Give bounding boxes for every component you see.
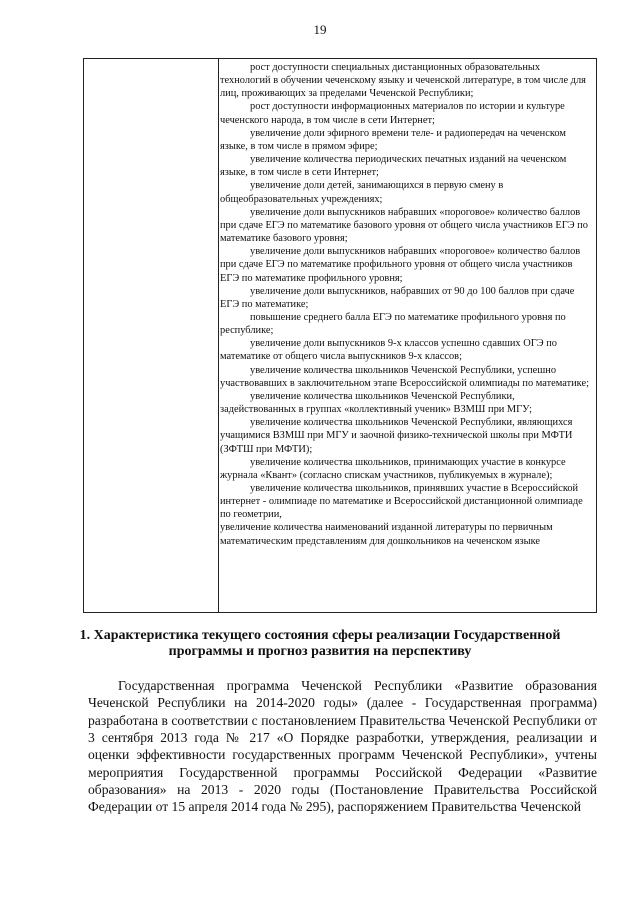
indicators-table bbox=[83, 58, 597, 613]
section-heading: 1. Характеристика текущего состояния сферы реализации Государственной программы и прогноз развития на перспективу bbox=[79, 628, 561, 659]
table-item: увеличение количества школьников Чеченской Республики, успешно участвовавших в заключительном этапе Всероссийской олимпиады по математике; bbox=[220, 364, 589, 389]
table-item: рост доступности специальных дистанционных образовательных технологий в обучении чеченскому языку и чеченской литературе, в том числе для лиц, проживающих за пределами Чеченской Республики; bbox=[220, 62, 586, 100]
table-item: увеличение доли выпускников 9-х классов успешно сдавших ОГЭ по математике от общего числа выпускников 9-х классов; bbox=[220, 338, 557, 363]
table-item: повышение среднего балла ЕГЭ по математике профильного уровня по республике; bbox=[220, 311, 566, 337]
table-content-cell bbox=[220, 61, 593, 548]
table-item: увеличение доли выпускников набравших «пороговое» количество баллов при сдаче ЕГЭ по математике базового уровня от общего числа участников ЕГЭ по математике базового уровня; bbox=[220, 206, 588, 245]
table-item: увеличение количества наименований изданной литературы по первичным математическим представлениям для дошкольников на чеченском языке bbox=[220, 522, 553, 547]
table-item: рост доступности информационных материалов по истории и культуре чеченского народа, в том числе в сети Интернет; bbox=[220, 101, 565, 126]
table-item: увеличение доли детей, занимающихся в первую смену в общеобразовательных учреждениях; bbox=[220, 180, 504, 205]
table-item: увеличение доли выпускников, набравших от 90 до 100 баллов при сдаче ЕГЭ по математике; bbox=[220, 285, 575, 310]
page-number: 19 bbox=[313, 22, 327, 37]
table-item: увеличение количества школьников Чеченской Республики, задействованных в группах «коллективный ученик» ВЗМШ при МГУ; bbox=[220, 390, 533, 416]
table-item: увеличение количества периодических печатных изданий на чеченском языке, в том числе в сети Интернет; bbox=[220, 154, 567, 179]
table-item: увеличение доли выпускников набравших «пороговое» количество баллов при сдаче ЕГЭ по математике профильного уровня от общего числа участников ЕГЭ по математике профильного уровня; bbox=[220, 246, 581, 284]
table-column-divider bbox=[218, 59, 219, 612]
table-item: увеличение количества школьников, принявших участие в Всероссийской интернет - олимпиаде по математике и Всероссийской дистанционной олимпиаде по геометрии, bbox=[220, 483, 583, 521]
table-item: увеличение доли эфирного времени теле- и радиопередач на чеченском языке, в том числе в прямом эфире; bbox=[220, 127, 566, 152]
table-item: увеличение количества школьников Чеченской Республики, являющихся учащимися ВЗМШ при МГУ и заочной физико-технической школы при МФТИ (ЗФТШ при МФТИ); bbox=[220, 417, 573, 455]
body-paragraph: Государственная программа Чеченской Республики «Развитие образования Чеченской Республики на 2014-2020 годы» (далее - Государственная программа) разработана в соответствии с постановлением Правительства Чеченской Республики от 3 сентября 2013 года № 217 «О Порядке разработки, утверждения, реализации и оценки эффективности государственных программ Чеченской Республики», учтены мероприятия Государственной программы Российской Федерации «Развитие образования» на 2013 - 2020 годы (Постановление Правительства Российской Федерации от 15 апреля 2014 года № 295), распоряжением Правительства Чеченской bbox=[88, 678, 597, 815]
table-item: увеличение количества школьников, принимающих участие в конкурсе журнала «Квант» (согласно спискам участников, публикуемых в журнале); bbox=[220, 456, 566, 481]
